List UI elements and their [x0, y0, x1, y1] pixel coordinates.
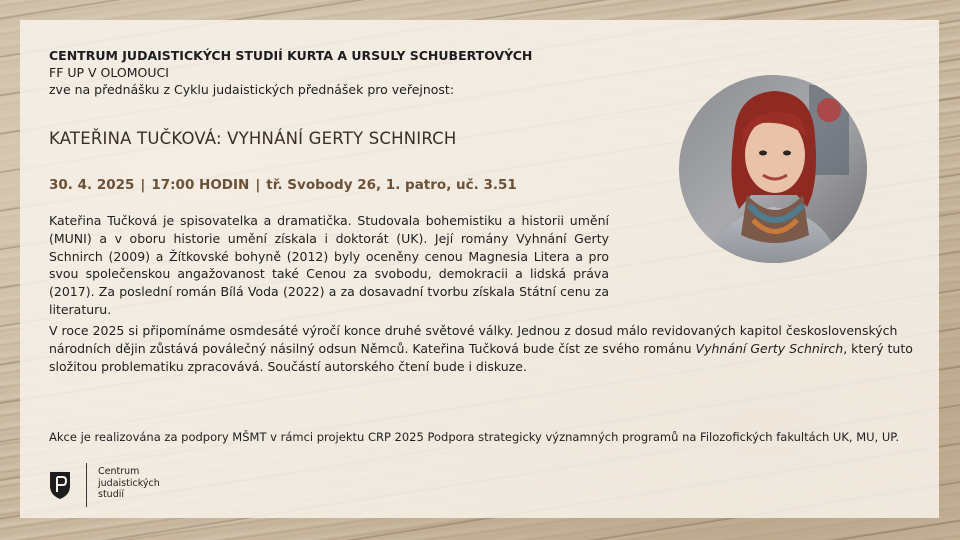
lecture-title: KATEŘINA TUČKOVÁ: VYHNÁNÍ GERTY SCHNIRCH	[49, 129, 457, 148]
organization-name: CENTRUM JUDAISTICKÝCH STUDIÍ KURTA A URSULY SCHUBERTOVÝCH	[49, 48, 533, 63]
faculty-name: FF UP V OLOMOUCI	[49, 65, 169, 80]
event-location: tř. Svobody 26, 1. patro, uč. 3.51	[266, 177, 517, 193]
book-title: Vyhnání Gerty Schnirch	[695, 340, 844, 356]
event-info	[49, 177, 517, 193]
event-date: 30. 4. 2025	[49, 177, 135, 193]
footer-divider	[86, 463, 87, 507]
event-time: 17:00 HODIN	[151, 177, 250, 193]
context-text-start: V roce 2025 si připomínáme osmdesáté výročí konce druhé světové války. Jednou z dosud málo revidovaných kapitol československých národních dějin zůstává poválečný násilný odsun Němců. Kateřina Tučková bude číst ze svého románu	[49, 323, 898, 356]
invitation-text: zve na přednášku z Cyklu judaistických přednášek pro veřejnost:	[49, 82, 455, 97]
separator: |	[140, 177, 146, 193]
footer-line: Centrum	[98, 466, 140, 477]
support-note: Akce je realizována za podpory MŠMT v rámci projektu CRP 2025 Podpora strategicky významných programů na Filozofických fakultách UK, MU, UP.	[49, 430, 900, 444]
context-paragraph	[49, 322, 917, 375]
university-logo-icon	[48, 470, 72, 500]
footer-line: judaistických	[98, 477, 160, 489]
footer-line: studií	[98, 489, 125, 500]
context-text-end: , který tuto složitou problematiku zpracovává. Součástí autorského čtení bude i diskuze.	[49, 340, 913, 374]
author-portrait	[679, 75, 867, 263]
footer-label	[98, 466, 178, 501]
separator: |	[255, 177, 261, 193]
content-panel	[20, 20, 939, 518]
author-bio: Kateřina Tučková je spisovatelka a dramatička. Studovala bohemistiku a historii umění (MUNI) a v oboru historie umění získala i doktorát (UK). Její romány Vyhnání Gerty Schnirch (2009) a Žítkovské bohyně (2012) byly oceněny cenou Magnesia Litera a pro svou společenskou angažovanost také Cenou za svobodu, demokracii a lidská práva (2017). Za poslední román Bílá Voda (2022) a za dosavadní tvorbu získala Státní cenu za literaturu.	[49, 213, 609, 317]
